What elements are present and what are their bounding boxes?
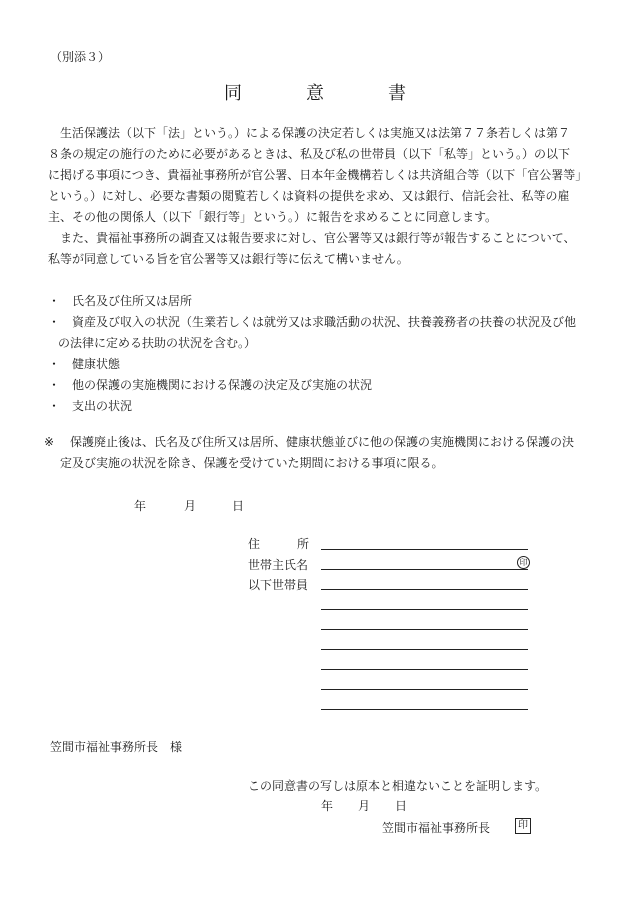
list-item-continuation: の法律に定める扶助の状況を含む。） (58, 336, 257, 350)
head-of-household-label: 世帯主氏名 (248, 558, 309, 572)
paragraph-line: ８条の規定の施行のために必要があるときは、私及び私の世帯員（以下「私等」という。）の以下 (48, 147, 571, 161)
note-continuation: 定及び実施の状況を除き、保護を受けていた期間における事項に限る。 (60, 456, 444, 470)
household-member-line[interactable] (321, 709, 528, 710)
certification-issuer: 笠間市福祉事務所長 (382, 821, 491, 835)
title-char-3: 書 (388, 83, 406, 104)
paragraph-line: という。）に対し、必要な書類の閲覧若しくは資料の提供を求め、又は銀行、信託会社、私等の雇 (48, 189, 570, 203)
certification-month-label: 月 (358, 799, 371, 813)
list-item-text: 資産及び収入の状況（生業若しくは就労又は求職活動の状況、扶養義務者の扶養の状況及び他 (72, 315, 577, 329)
list-item-text: 氏名及び住所又は居所 (72, 294, 193, 308)
title-char-1: 同 (224, 83, 242, 104)
address-label-1: 住 (248, 537, 261, 551)
paragraph-line: 生活保護法（以下「法」という。）による保護の決定若しくは実施又は法第７７条若しくは第７ (48, 126, 571, 140)
note-text: 保護廃止後は、氏名及び住所又は居所、健康状態並びに他の保護の実施機関における保護の決 (70, 435, 575, 449)
date-year-label: 年 (134, 499, 147, 513)
date-day-label: 日 (232, 499, 245, 513)
certification-text: この同意書の写しは原本と相違ないことを証明します。 (248, 779, 548, 793)
paragraph-line: 私等が同意している旨を官公署等又は銀行等に伝えて構いません。 (48, 252, 409, 266)
address-label-2: 所 (297, 537, 310, 551)
list-item (48, 396, 132, 417)
note (44, 432, 574, 453)
bullet-mark: ・ (48, 315, 61, 329)
head-of-household-line[interactable] (321, 569, 528, 570)
seal-mark-icon: 印 (517, 556, 530, 569)
household-member-line[interactable] (321, 669, 528, 670)
address-line[interactable] (321, 549, 528, 550)
list-item (48, 291, 192, 312)
bullet-mark: ・ (48, 357, 61, 371)
certification-year-label: 年 (321, 799, 334, 813)
list-item (48, 375, 372, 396)
title-char-2: 意 (306, 83, 324, 104)
addressee: 笠間市福祉事務所長 様 (50, 740, 183, 754)
paragraph-line: また、貴福祉事務所の調査又は報告要求に対し、官公署等又は銀行等が報告することについて、 (48, 231, 576, 245)
household-members-label: 以下世帯員 (248, 578, 309, 592)
household-member-line[interactable] (321, 609, 528, 610)
household-member-line[interactable] (321, 629, 528, 630)
list-item-text: 支出の状況 (72, 399, 133, 413)
household-member-line[interactable] (321, 649, 528, 650)
list-item (48, 354, 120, 375)
list-item (48, 312, 576, 333)
list-item-text: 他の保護の実施機関における保護の決定及び実施の状況 (72, 378, 373, 392)
consent-paragraph-2 (48, 228, 598, 270)
bullet-mark: ・ (48, 294, 61, 308)
paragraph-line: に掲げる事項につき、貴福祉事務所が官公署、日本年金機構若しくは共済組合等（以下「官公署等」 (48, 168, 588, 182)
list-item-text: 健康状態 (72, 357, 121, 371)
household-member-line[interactable] (321, 689, 528, 690)
consent-paragraph-1 (48, 123, 598, 228)
attachment-label: （別添３） (50, 50, 111, 64)
official-seal-icon: 印 (515, 818, 531, 834)
bullet-mark: ・ (48, 378, 61, 392)
certification-day-label: 日 (395, 799, 408, 813)
date-month-label: 月 (184, 499, 197, 513)
household-member-line[interactable] (321, 589, 528, 590)
note-mark: ※ (44, 435, 55, 449)
bullet-mark: ・ (48, 399, 61, 413)
paragraph-line: 主、その他の関係人（以下「銀行等」という。）に報告を求めることに同意します。 (48, 210, 498, 224)
